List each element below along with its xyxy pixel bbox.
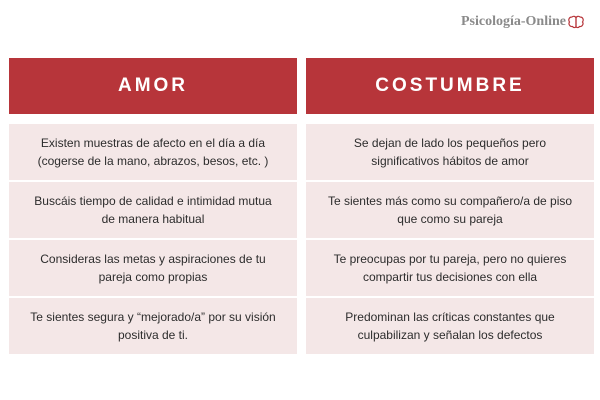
table-cell: Buscáis tiempo de calidad e intimidad mutua de manera habitual	[9, 182, 297, 240]
table-cell: Te preocupas por tu pareja, pero no quieres compartir tus decisiones con ella	[306, 240, 594, 298]
table-cell: Te sientes segura y “mejorado/a” por su visión positiva de ti.	[9, 298, 297, 356]
brand-logo	[461, 14, 584, 30]
table-cell: Consideras las metas y aspiraciones de tu pareja como propias	[9, 240, 297, 298]
column-header-amor: AMOR	[9, 58, 297, 114]
column-costumbre	[306, 58, 594, 356]
table-cell: Existen muestras de afecto en el día a día (cogerse de la mano, abrazos, besos, etc. )	[9, 124, 297, 182]
table-cell: Se dejan de lado los pequeños pero significativos hábitos de amor	[306, 124, 594, 182]
column-amor	[9, 58, 297, 356]
table-cell: Predominan las críticas constantes que culpabilizan y señalan los defectos	[306, 298, 594, 356]
column-rows-amor	[9, 124, 297, 356]
brand-name: Psicología-Online	[461, 14, 566, 29]
column-header-costumbre: COSTUMBRE	[306, 58, 594, 114]
column-rows-costumbre	[306, 124, 594, 356]
table-cell: Te sientes más como su compañero/a de piso que como su pareja	[306, 182, 594, 240]
brain-icon	[568, 15, 584, 29]
